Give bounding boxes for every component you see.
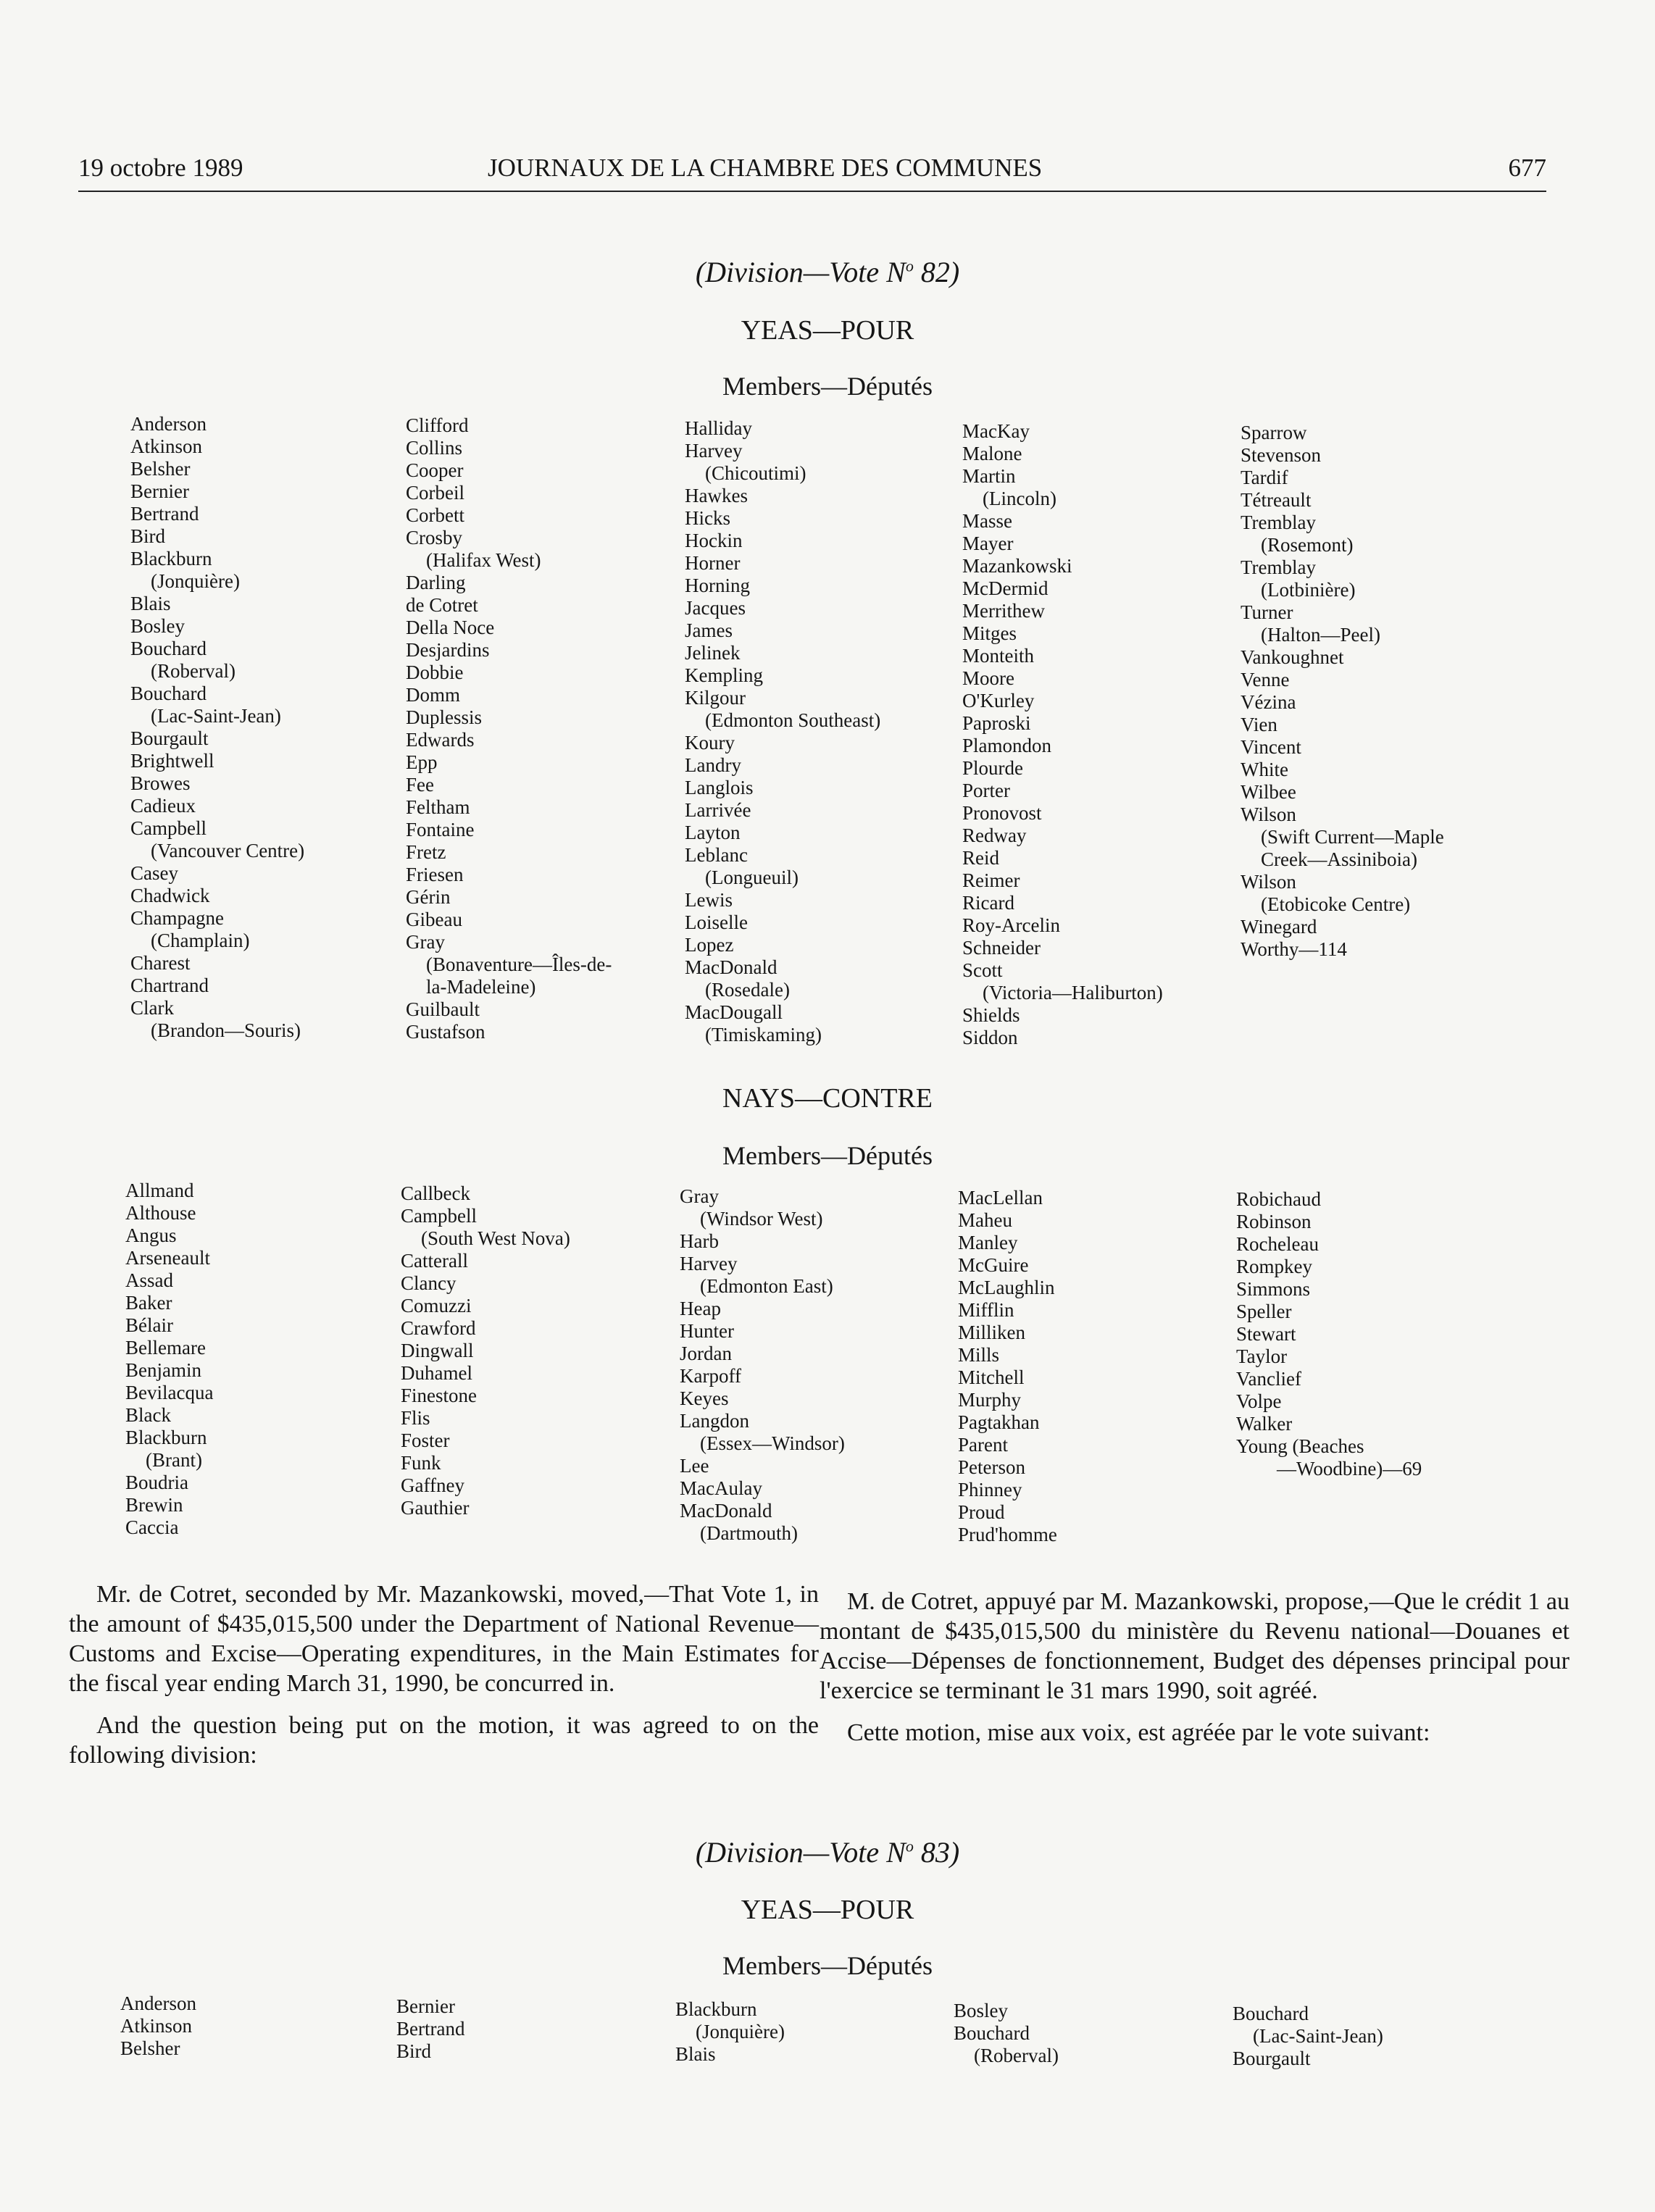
member-name: (Edmonton East) bbox=[700, 1275, 833, 1297]
member-name: Taylor bbox=[1236, 1345, 1288, 1367]
member-name: Blais bbox=[675, 2043, 716, 2065]
member-name: (Chicoutimi) bbox=[705, 462, 806, 484]
member-name: Vincent bbox=[1241, 736, 1301, 758]
yeas-83-column-2 bbox=[396, 1995, 664, 2063]
member-name: Friesen bbox=[406, 864, 464, 885]
member-name: Siddon bbox=[962, 1027, 1018, 1048]
member-name: Bosley bbox=[954, 2000, 1009, 2021]
member-name: McDermid bbox=[962, 577, 1049, 599]
member-name: Koury bbox=[685, 732, 735, 754]
member-name: Horner bbox=[685, 552, 741, 574]
member-name: O'Kurley bbox=[962, 690, 1035, 711]
member-name: (Lincoln) bbox=[983, 488, 1056, 509]
motion-french-paragraph: M. de Cotret, appuyé par M. Mazankowski, propose,—Que le crédit 1 au montant de $435,015,500 du ministère du Revenu national—Douanes et Accise—Dépenses de fonctionnement, Budget des dépenses principal pour l'exercice se terminant le 31 mars 1990, soit agréé. bbox=[820, 1588, 1569, 1704]
member-name: Cooper bbox=[406, 459, 464, 481]
member-name: Blackburn bbox=[130, 548, 212, 569]
member-name: Loiselle bbox=[685, 911, 748, 933]
member-name: (Vancouver Centre) bbox=[151, 840, 305, 861]
member-name: Harvey bbox=[685, 440, 743, 462]
member-name: Murphy bbox=[958, 1389, 1021, 1411]
member-name: Porter bbox=[962, 780, 1010, 801]
nays-82-column-1 bbox=[125, 1180, 393, 1539]
member-name: Mifflin bbox=[958, 1299, 1014, 1321]
member-name: Assad bbox=[125, 1269, 173, 1291]
member-name: Monteith bbox=[962, 645, 1034, 667]
member-name: Bernier bbox=[130, 480, 189, 502]
member-name: Corbeil bbox=[406, 482, 464, 504]
member-name: Funk bbox=[401, 1452, 441, 1474]
member-name: Reid bbox=[962, 847, 999, 869]
member-name: Blais bbox=[130, 593, 171, 614]
member-name: James bbox=[685, 619, 733, 641]
member-name: Anderson bbox=[130, 413, 207, 435]
member-name: (Brandon—Souris) bbox=[151, 1019, 301, 1041]
member-name: (Jonquière) bbox=[696, 2021, 785, 2042]
member-name: Halliday bbox=[685, 417, 752, 439]
member-name: Ricard bbox=[962, 892, 1014, 914]
member-name: Merrithew bbox=[962, 600, 1045, 622]
member-name: McGuire bbox=[958, 1254, 1029, 1276]
member-name: Crawford bbox=[401, 1317, 476, 1339]
member-name: (Rosemont) bbox=[1261, 534, 1354, 556]
member-name: Harb bbox=[680, 1230, 719, 1252]
member-name: Walker bbox=[1236, 1413, 1293, 1435]
member-name: Masse bbox=[962, 510, 1012, 532]
motion-french bbox=[820, 1587, 1569, 1748]
member-name: Winegard bbox=[1241, 916, 1317, 938]
member-name: Jacques bbox=[685, 597, 746, 619]
page-header bbox=[78, 154, 1546, 194]
member-name: Tardif bbox=[1241, 467, 1288, 488]
member-name: Proud bbox=[958, 1501, 1005, 1523]
member-name: de Cotret bbox=[406, 594, 478, 616]
member-name: Leblanc bbox=[685, 844, 748, 866]
member-name: Layton bbox=[685, 822, 741, 843]
member-name: Benjamin bbox=[125, 1359, 201, 1381]
division-82-yeas-heading: YEAS—POUR bbox=[741, 315, 914, 346]
member-name: Turner bbox=[1241, 601, 1293, 623]
yeas-82-column-2 bbox=[406, 414, 674, 1043]
member-name: Hawkes bbox=[685, 485, 748, 506]
member-name: (Roberval) bbox=[974, 2045, 1059, 2066]
member-name: Paproski bbox=[962, 712, 1031, 734]
member-name: Duplessis bbox=[406, 706, 483, 728]
member-name: Mayer bbox=[962, 533, 1014, 554]
member-name: Feltham bbox=[406, 796, 470, 818]
member-name: Kempling bbox=[685, 664, 763, 686]
member-name: Caccia bbox=[125, 1516, 179, 1538]
member-name: Simmons bbox=[1236, 1278, 1311, 1300]
yeas-82-column-3 bbox=[685, 417, 953, 1046]
member-name: Blackburn bbox=[125, 1427, 207, 1448]
member-name: Bourgault bbox=[1233, 2048, 1311, 2069]
division-82-nays-heading: NAYS—CONTRE bbox=[722, 1083, 933, 1114]
member-name: Champagne bbox=[130, 907, 224, 929]
member-name: Angus bbox=[125, 1224, 177, 1246]
member-name: Bouchard bbox=[130, 683, 207, 704]
member-name: Lopez bbox=[685, 934, 734, 956]
header-title: JOURNAUX DE LA CHAMBRE DES COMMUNES bbox=[488, 154, 1043, 182]
member-name: Robinson bbox=[1236, 1211, 1312, 1232]
member-name: (Dartmouth) bbox=[700, 1522, 798, 1544]
member-name: Harvey bbox=[680, 1253, 738, 1274]
division-83-yeas-members: Members—Députés bbox=[722, 1951, 933, 1980]
member-name: Vien bbox=[1241, 714, 1277, 735]
member-name: Clancy bbox=[401, 1272, 457, 1294]
member-name: Hockin bbox=[685, 530, 743, 551]
motion-english bbox=[69, 1579, 819, 1770]
member-name: Clark bbox=[130, 997, 174, 1019]
member-name: Chartrand bbox=[130, 974, 209, 996]
member-name: (Halifax West) bbox=[426, 549, 541, 571]
member-name: Brewin bbox=[125, 1494, 183, 1516]
member-name: Malone bbox=[962, 443, 1022, 464]
member-name: Desjardins bbox=[406, 639, 490, 661]
member-name: Peterson bbox=[958, 1456, 1025, 1478]
member-name: White bbox=[1241, 759, 1288, 780]
member-name: Young (Beaches bbox=[1236, 1435, 1364, 1457]
member-name: Campbell bbox=[401, 1205, 477, 1227]
yeas-83-column-4 bbox=[954, 2000, 1222, 2067]
member-name: (Victoria—Haliburton) bbox=[983, 982, 1163, 1003]
member-name: (Etobicoke Centre) bbox=[1261, 893, 1411, 915]
member-name: Duhamel bbox=[401, 1362, 472, 1384]
member-name: Gauthier bbox=[401, 1497, 470, 1519]
member-name: (Lac-Saint-Jean) bbox=[151, 705, 281, 727]
member-name: Jelinek bbox=[685, 642, 741, 664]
member-name: Schneider bbox=[962, 937, 1041, 959]
page-number: 677 bbox=[1508, 154, 1546, 182]
member-name: Mitges bbox=[962, 622, 1017, 644]
member-name: MacLellan bbox=[958, 1187, 1043, 1209]
member-name: Wilson bbox=[1241, 871, 1296, 893]
member-name: Tétreault bbox=[1241, 489, 1312, 511]
member-name: Edwards bbox=[406, 729, 475, 751]
member-name: (Roberval) bbox=[151, 660, 235, 682]
member-name: Bosley bbox=[130, 615, 185, 637]
member-name: Vézina bbox=[1241, 691, 1296, 713]
member-name: Rocheleau bbox=[1236, 1233, 1319, 1255]
member-name: —Woodbine)—69 bbox=[1277, 1458, 1422, 1479]
member-name: Corbett bbox=[406, 504, 464, 526]
member-name: (Essex—Windsor) bbox=[700, 1432, 845, 1454]
member-name: Gibeau bbox=[406, 909, 462, 930]
member-name: Stevenson bbox=[1241, 444, 1321, 466]
member-name: Bird bbox=[396, 2040, 432, 2062]
member-name: Roy-Arcelin bbox=[962, 914, 1060, 936]
header-date: 19 octobre 1989 bbox=[78, 154, 243, 182]
member-name: Vanclief bbox=[1236, 1368, 1301, 1390]
member-name: Pagtakhan bbox=[958, 1411, 1040, 1433]
member-name: Charest bbox=[130, 952, 191, 974]
nays-82-column-5 bbox=[1236, 1188, 1504, 1480]
member-name: Campbell bbox=[130, 817, 207, 839]
yeas-82-column-4 bbox=[962, 420, 1230, 1049]
member-name: Sparrow bbox=[1241, 422, 1307, 443]
yeas-83-column-1 bbox=[120, 1992, 388, 2060]
member-name: Langlois bbox=[685, 777, 754, 798]
member-name: Keyes bbox=[680, 1387, 729, 1409]
member-name: Redway bbox=[962, 825, 1027, 846]
member-name: Horning bbox=[685, 575, 750, 596]
division-83-title: (Division—Vote $N^o$ 83) bbox=[695, 1836, 960, 1869]
member-name: (Swift Current—Maple bbox=[1261, 826, 1444, 848]
member-name: Bertrand bbox=[396, 2018, 465, 2040]
member-name: (Timiskaming) bbox=[705, 1024, 822, 1046]
member-name: Browes bbox=[130, 772, 191, 794]
member-name: (Champlain) bbox=[151, 930, 250, 951]
member-name: Finestone bbox=[401, 1385, 477, 1406]
member-name: Shields bbox=[962, 1004, 1020, 1026]
member-name: Wilson bbox=[1241, 804, 1296, 825]
member-name: Gérin bbox=[406, 886, 451, 908]
member-name: Tremblay bbox=[1241, 556, 1317, 578]
member-name: Moore bbox=[962, 667, 1014, 689]
member-name: (Longueuil) bbox=[705, 867, 799, 888]
member-name: Bourgault bbox=[130, 727, 209, 749]
member-name: Heap bbox=[680, 1298, 721, 1319]
member-name: Belsher bbox=[120, 2037, 180, 2059]
member-name: MacDougall bbox=[685, 1001, 783, 1023]
member-name: Milliken bbox=[958, 1322, 1025, 1343]
member-name: Gaffney bbox=[401, 1474, 464, 1496]
member-name: MacDonald bbox=[685, 956, 778, 978]
member-name: Casey bbox=[130, 862, 178, 884]
member-name: Callbeck bbox=[401, 1182, 470, 1204]
member-name: Kilgour bbox=[685, 687, 746, 709]
member-name: (Halton—Peel) bbox=[1261, 624, 1380, 646]
member-name: Stewart bbox=[1236, 1323, 1296, 1345]
member-name: Flis bbox=[401, 1407, 430, 1429]
nays-82-column-3 bbox=[680, 1185, 948, 1545]
member-name: Larrivée bbox=[685, 799, 751, 821]
member-name: Arseneault bbox=[125, 1247, 210, 1269]
member-name: Lewis bbox=[685, 889, 733, 911]
member-name: Atkinson bbox=[130, 435, 203, 457]
member-name: MacAulay bbox=[680, 1477, 762, 1499]
member-name: Plamondon bbox=[962, 735, 1052, 756]
member-name: Clifford bbox=[406, 414, 469, 436]
member-name: Parent bbox=[958, 1434, 1008, 1456]
member-name: Della Noce bbox=[406, 617, 495, 638]
member-name: (Edmonton Southeast) bbox=[705, 709, 881, 731]
member-name: Bouchard bbox=[954, 2022, 1030, 2044]
member-name: Collins bbox=[406, 437, 463, 459]
member-name: Guilbault bbox=[406, 998, 480, 1020]
member-name: Fretz bbox=[406, 841, 446, 863]
yeas-83-column-5 bbox=[1233, 2003, 1501, 2070]
member-name: Boudria bbox=[125, 1472, 188, 1493]
member-name: Dingwall bbox=[401, 1340, 474, 1361]
member-name: Lee bbox=[680, 1455, 709, 1477]
member-name: Baker bbox=[125, 1292, 172, 1314]
member-name: McLaughlin bbox=[958, 1277, 1055, 1298]
member-name: Martin bbox=[962, 465, 1016, 487]
member-name: (Rosedale) bbox=[705, 979, 790, 1001]
member-name: Jordan bbox=[680, 1343, 732, 1364]
member-name: Reimer bbox=[962, 869, 1020, 891]
member-name: Epp bbox=[406, 751, 438, 773]
member-name: Fontaine bbox=[406, 819, 475, 840]
division-83-yeas-heading: YEAS—POUR bbox=[741, 1895, 914, 1925]
division-82-yeas-members: Members—Députés bbox=[722, 372, 933, 401]
member-name: Bouchard bbox=[130, 638, 207, 659]
member-name: Anderson bbox=[120, 1992, 196, 2014]
member-name: (Windsor West) bbox=[700, 1208, 823, 1230]
member-name: Creek—Assiniboia) bbox=[1261, 848, 1417, 870]
member-name: Catterall bbox=[401, 1250, 468, 1272]
member-name: Althouse bbox=[125, 1202, 196, 1224]
division-82-title: (Division—Vote $N^o$ 82) bbox=[695, 256, 960, 288]
member-name: Bernier bbox=[396, 1995, 455, 2017]
member-name: Landry bbox=[685, 754, 741, 776]
member-name: Gustafson bbox=[406, 1021, 485, 1043]
member-name: Rompkey bbox=[1236, 1256, 1312, 1277]
member-name: Dobbie bbox=[406, 661, 464, 683]
member-name: Tremblay bbox=[1241, 512, 1317, 533]
member-name: Mitchell bbox=[958, 1366, 1025, 1388]
nays-82-column-4 bbox=[958, 1187, 1226, 1546]
member-name: (Jonquière) bbox=[151, 570, 240, 592]
question-french-paragraph: Cette motion, mise aux voix, est agréée par le vote suivant: bbox=[847, 1719, 1430, 1746]
member-name: (Bonaventure—Îles-de- bbox=[426, 953, 612, 975]
member-name: MacKay bbox=[962, 420, 1030, 442]
yeas-82-column-1 bbox=[130, 413, 399, 1042]
member-name: Prud'homme bbox=[958, 1524, 1057, 1545]
member-name: Bird bbox=[130, 525, 166, 547]
member-name: Venne bbox=[1241, 669, 1290, 690]
member-name: Pronovost bbox=[962, 802, 1042, 824]
member-name: Maheu bbox=[958, 1209, 1012, 1231]
member-name: Gray bbox=[680, 1185, 719, 1207]
member-name: Speller bbox=[1236, 1301, 1292, 1322]
member-name: Hicks bbox=[685, 507, 730, 529]
member-name: Allmand bbox=[125, 1180, 194, 1201]
header-rule bbox=[78, 191, 1546, 192]
member-name: Bertrand bbox=[130, 503, 199, 525]
member-name: Brightwell bbox=[130, 750, 214, 772]
member-name: Worthy—114 bbox=[1241, 938, 1347, 960]
member-name: Vankoughnet bbox=[1241, 646, 1344, 668]
member-name: Manley bbox=[958, 1232, 1018, 1253]
member-name: Atkinson bbox=[120, 2015, 193, 2037]
member-name: Scott bbox=[962, 959, 1003, 981]
yeas-82-column-5 bbox=[1241, 422, 1509, 961]
member-name: (South West Nova) bbox=[421, 1227, 570, 1249]
member-name: Bouchard bbox=[1233, 2003, 1309, 2024]
member-name: Foster bbox=[401, 1430, 450, 1451]
division-82-nays-members: Members—Députés bbox=[722, 1141, 933, 1170]
member-name: la-Madeleine) bbox=[426, 976, 536, 998]
member-name: Plourde bbox=[962, 757, 1023, 779]
question-english-paragraph: And the question being put on the motion, it was agreed to on the following division: bbox=[69, 1712, 819, 1769]
member-name: Cadieux bbox=[130, 795, 196, 817]
member-name: Karpoff bbox=[680, 1365, 741, 1387]
member-name: (Lac-Saint-Jean) bbox=[1253, 2025, 1383, 2047]
member-name: Volpe bbox=[1236, 1390, 1282, 1412]
nays-82-column-2 bbox=[401, 1182, 669, 1519]
member-name: Mills bbox=[958, 1344, 1000, 1366]
member-name: (Lotbinière) bbox=[1261, 579, 1356, 601]
member-name: Phinney bbox=[958, 1479, 1022, 1501]
motion-english-paragraph: Mr. de Cotret, seconded by Mr. Mazankowski, moved,—That Vote 1, in the amount of $435,015,500 under the Department of National Revenue—Customs and Excise—Operating expenditures, in the Main Estimates for the fiscal year ending March 31, 1990, be concurred in. bbox=[69, 1581, 819, 1697]
member-name: Chadwick bbox=[130, 885, 210, 906]
member-name: Bevilacqua bbox=[125, 1382, 214, 1403]
member-name: (Brant) bbox=[146, 1449, 202, 1471]
member-name: Hunter bbox=[680, 1320, 734, 1342]
member-name: Blackburn bbox=[675, 1998, 757, 2020]
member-name: Langdon bbox=[680, 1410, 749, 1432]
yeas-83-column-3 bbox=[675, 1998, 943, 2066]
member-name: Mazankowski bbox=[962, 555, 1072, 577]
member-name: Fee bbox=[406, 774, 434, 796]
member-name: Domm bbox=[406, 684, 461, 706]
member-name: Crosby bbox=[406, 527, 463, 548]
member-name: Gray bbox=[406, 931, 445, 953]
member-name: Darling bbox=[406, 572, 466, 593]
member-name: Bellemare bbox=[125, 1337, 206, 1358]
member-name: MacDonald bbox=[680, 1500, 772, 1522]
member-name: Black bbox=[125, 1404, 171, 1426]
member-name: Robichaud bbox=[1236, 1188, 1321, 1210]
member-name: Comuzzi bbox=[401, 1295, 472, 1316]
member-name: Belsher bbox=[130, 458, 191, 480]
member-name: Bélair bbox=[125, 1314, 173, 1336]
member-name: Wilbee bbox=[1241, 781, 1296, 803]
